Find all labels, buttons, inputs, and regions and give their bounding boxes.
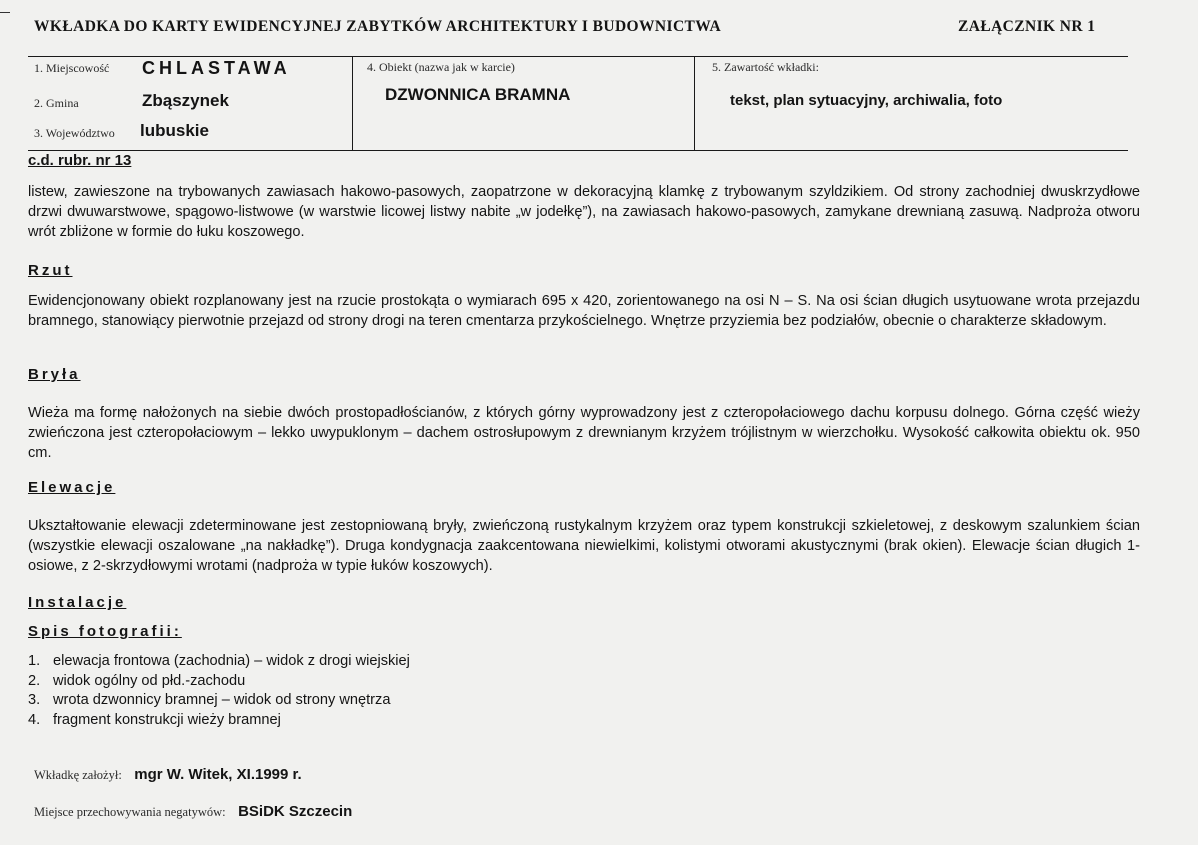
section-heading-elewacje: Elewacje — [28, 479, 116, 496]
list-item-number: 1. — [28, 653, 41, 669]
footer-storage-label: Miejsce przechowywania negatywów: — [34, 805, 226, 819]
field-voivodeship-label: 3. Województwo — [34, 126, 115, 140]
field-locality-label: 1. Miejscowość — [34, 61, 110, 75]
field-object-label: 4. Obiekt (nazwa jak w karcie) — [367, 60, 515, 74]
list-item-number: 3. — [28, 692, 41, 708]
table-bottom-border — [28, 150, 1128, 151]
footer-storage — [34, 803, 352, 821]
list-item-text: elewacja frontowa (zachodnia) – widok z drogi wiejskiej — [53, 653, 410, 669]
list-item-number: 2. — [28, 672, 41, 689]
list-item — [28, 672, 410, 692]
form-title: WKŁADKA DO KARTY EWIDENCYJNEJ ZABYTKÓW ARCHITEKTURY I BUDOWNICTWA — [34, 18, 722, 35]
list-item-text: widok ogólny od płd.-zachodu — [53, 672, 246, 689]
field-commune-value: Zbąszynek — [142, 91, 229, 110]
section-text-bryla: Wieża ma formę nałożonych na siebie dwóch prostopadłościanów, z których górny wyprowadzony jest z czteropołaciowego dachu korpusu dolnego. Górna część wieży zwieńczona jest czteropołaciowym – lekko uwypuklonym – dachem ostrosłupowym z drewnianym krzyżem trójlistnym w wierzchołku. Wysokość całkowita obiektu ok. 950 cm. — [28, 405, 1140, 461]
field-locality-value: CHLASTAWA — [142, 58, 291, 78]
continuation-heading: c.d. rubr. nr 13 — [28, 152, 132, 169]
list-item — [28, 711, 410, 731]
field-voivodeship-value: lubuskie — [140, 121, 209, 140]
list-item — [28, 652, 410, 672]
page-edge-mark — [0, 12, 10, 13]
section-text-rzut: Ewidencjonowany obiekt rozplanowany jest na rzucie prostokąta o wymiarach 695 x 420, zorientowanego na osi N – S. Na osi ścian długich usytuowane wrota przejazdu bramnego, stanowiący pierwotnie przejazd od strony drogi na teren cmentarza przykościelnego. Wnętrze przyziemia bez podziałów, obecnie o charakterze składowym. — [28, 293, 1140, 329]
field-locality — [34, 59, 109, 77]
footer-author-value: mgr W. Witek, XI.1999 r. — [134, 766, 302, 783]
list-item — [28, 691, 410, 711]
field-contents-value: tekst, plan sytuacyjny, archiwalia, foto — [730, 92, 1003, 109]
footer-storage-value: BSiDK Szczecin — [238, 803, 353, 820]
section-heading-photo-list: Spis fotografii: — [28, 623, 182, 640]
intro-paragraph: listew, zawieszone na trybowanych zawiasach hakowo-pasowych, zaopatrzone w dekoracyjną klamkę z trybowanym szyldzikiem. Od strony zachodniej dwuskrzydłowe drzwi dwuwarstwowe, spągowo-listwowe (w warstwie licowej listwy nabite „w jodełkę”), na zawiasach hakowo-pasowych, zamykane drewnianą zasuwą. Nadproża otworu wrót zbliżone w formie do łuku koszowego. — [28, 184, 1140, 240]
field-commune — [34, 94, 79, 112]
field-voivodeship — [34, 124, 115, 142]
list-item-number: 4. — [28, 711, 41, 728]
table-top-border — [28, 56, 1128, 57]
list-item-text: fragment konstrukcji wieży bramnej — [53, 711, 281, 728]
field-object-value: DZWONNICA BRAMNA — [385, 85, 571, 104]
appendix-number: ZAŁĄCZNIK NR 1 — [958, 18, 1096, 35]
section-text-elewacje: Ukształtowanie elewacji zdeterminowane jest zestopniowaną bryły, zwieńczoną rustykalnym krzyżem oraz typem konstrukcji szkieletowej, z deskowym szalunkiem ścian (wszystkie elewacji oszalowane „na nakładkę”). Druga kondygnacja zaakcentowana niewielkimi, kolistymi otworami akustycznymi (brak okien). Elewacje ścian długich 1-osiowe, z 2-skrzydłowymi wrotami (nadproża w typie łuków koszowych). — [28, 518, 1140, 574]
section-heading-bryla: Bryła — [28, 366, 81, 383]
photo-list — [28, 652, 410, 730]
list-item-text: wrota dzwonnicy bramnej – widok od strony wnętrza — [53, 692, 391, 708]
footer-author — [34, 766, 302, 784]
section-heading-rzut: Rzut — [28, 262, 73, 279]
field-contents-label: 5. Zawartość wkładki: — [712, 60, 819, 74]
footer-author-label: Wkładkę założył: — [34, 768, 122, 782]
section-heading-instalacje: Instalacje — [28, 594, 127, 611]
table-divider-2 — [694, 56, 695, 151]
field-commune-label: 2. Gmina — [34, 96, 79, 110]
table-divider-1 — [352, 56, 353, 151]
